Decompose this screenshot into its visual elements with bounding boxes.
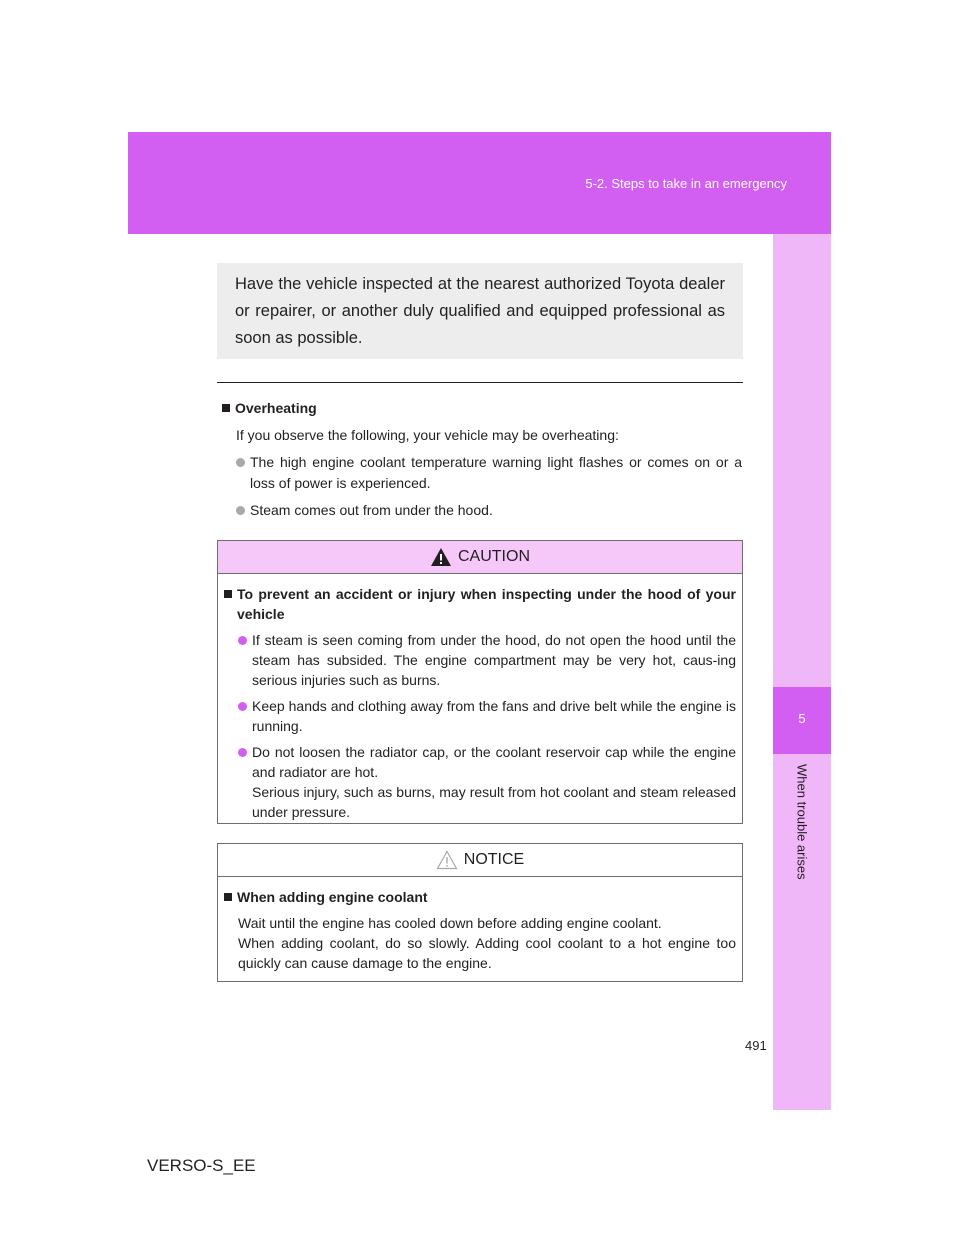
overheating-heading: Overheating <box>235 400 317 416</box>
section-divider <box>217 382 743 383</box>
notice-box <box>217 843 743 982</box>
overheating-heading-row <box>222 398 742 419</box>
round-bullet-icon <box>238 748 247 757</box>
notice-title: NOTICE <box>463 851 525 868</box>
chapter-label-wrap <box>773 764 831 894</box>
round-bullet-icon <box>238 636 247 645</box>
notice-heading: When adding engine coolant <box>237 889 428 905</box>
caution-body <box>218 574 742 822</box>
overheating-bullet-1: The high engine coolant temperature warning light flashes or comes on or a loss of power is experienced. <box>250 454 742 491</box>
note-text: Have the vehicle inspected at the nearest authorized Toyota dealer or repairer, or another duly qualified and equipped professional as soon as possible. <box>235 275 725 347</box>
round-bullet-icon <box>236 506 245 515</box>
notice-body <box>218 877 742 973</box>
list-item <box>224 630 736 690</box>
list-item <box>224 696 736 736</box>
caution-box <box>217 540 743 824</box>
caution-heading-row <box>224 584 736 624</box>
caution-header <box>218 541 742 574</box>
square-bullet-icon <box>224 893 232 901</box>
caution-bullet-2: Keep hands and clothing away from the fans and drive belt while the engine is running. <box>252 698 736 734</box>
list-item <box>224 742 736 822</box>
notice-line-1: Wait until the engine has cooled down before adding engine coolant. <box>238 915 662 931</box>
overheating-bullet-2: Steam comes out from under the hood. <box>250 502 493 518</box>
square-bullet-icon <box>222 404 230 412</box>
page-number: 491 <box>745 1038 767 1053</box>
round-bullet-icon <box>236 458 245 467</box>
notice-heading-row <box>224 887 736 907</box>
overheating-section <box>222 398 742 521</box>
warning-triangle-outline-icon <box>436 850 458 870</box>
chapter-tab[interactable] <box>773 687 831 754</box>
notice-header <box>218 844 742 877</box>
caution-heading: To prevent an accident or injury when inspecting under the hood of your vehicle <box>237 586 736 622</box>
chapter-number: 5 <box>798 711 806 726</box>
note-box <box>217 263 743 359</box>
header-band <box>128 132 831 234</box>
caution-bullet-3-text: Do not loosen the radiator cap, or the coolant reservoir cap while the engine and radiator are hot. <box>252 744 736 780</box>
warning-triangle-filled-icon <box>430 547 452 567</box>
caution-bullet-1: If steam is seen coming from under the hood, do not open the hood until the steam has subsided. The engine compartment may be very hot, caus-ing serious injuries such as burns. <box>252 632 736 688</box>
caution-bullet-3-continued: Serious injury, such as burns, may result from hot coolant and steam released under pressure. <box>252 784 736 820</box>
square-bullet-icon <box>224 590 232 598</box>
document-code: VERSO-S_EE <box>147 1156 256 1175</box>
section-title: 5-2. Steps to take in an emergency <box>585 176 787 191</box>
side-tab-strip <box>773 234 831 1110</box>
list-item <box>222 500 742 521</box>
chapter-label: When trouble arises <box>794 764 810 880</box>
overheating-intro: If you observe the following, your vehicle may be overheating: <box>236 427 619 443</box>
notice-text <box>224 913 736 973</box>
caution-bullet-3 <box>252 742 736 822</box>
list-item <box>222 452 742 494</box>
notice-line-2: When adding coolant, do so slowly. Adding cool coolant to a hot engine too quickly can cause damage to the engine. <box>238 935 736 971</box>
caution-title: CAUTION <box>458 548 530 565</box>
round-bullet-icon <box>238 702 247 711</box>
